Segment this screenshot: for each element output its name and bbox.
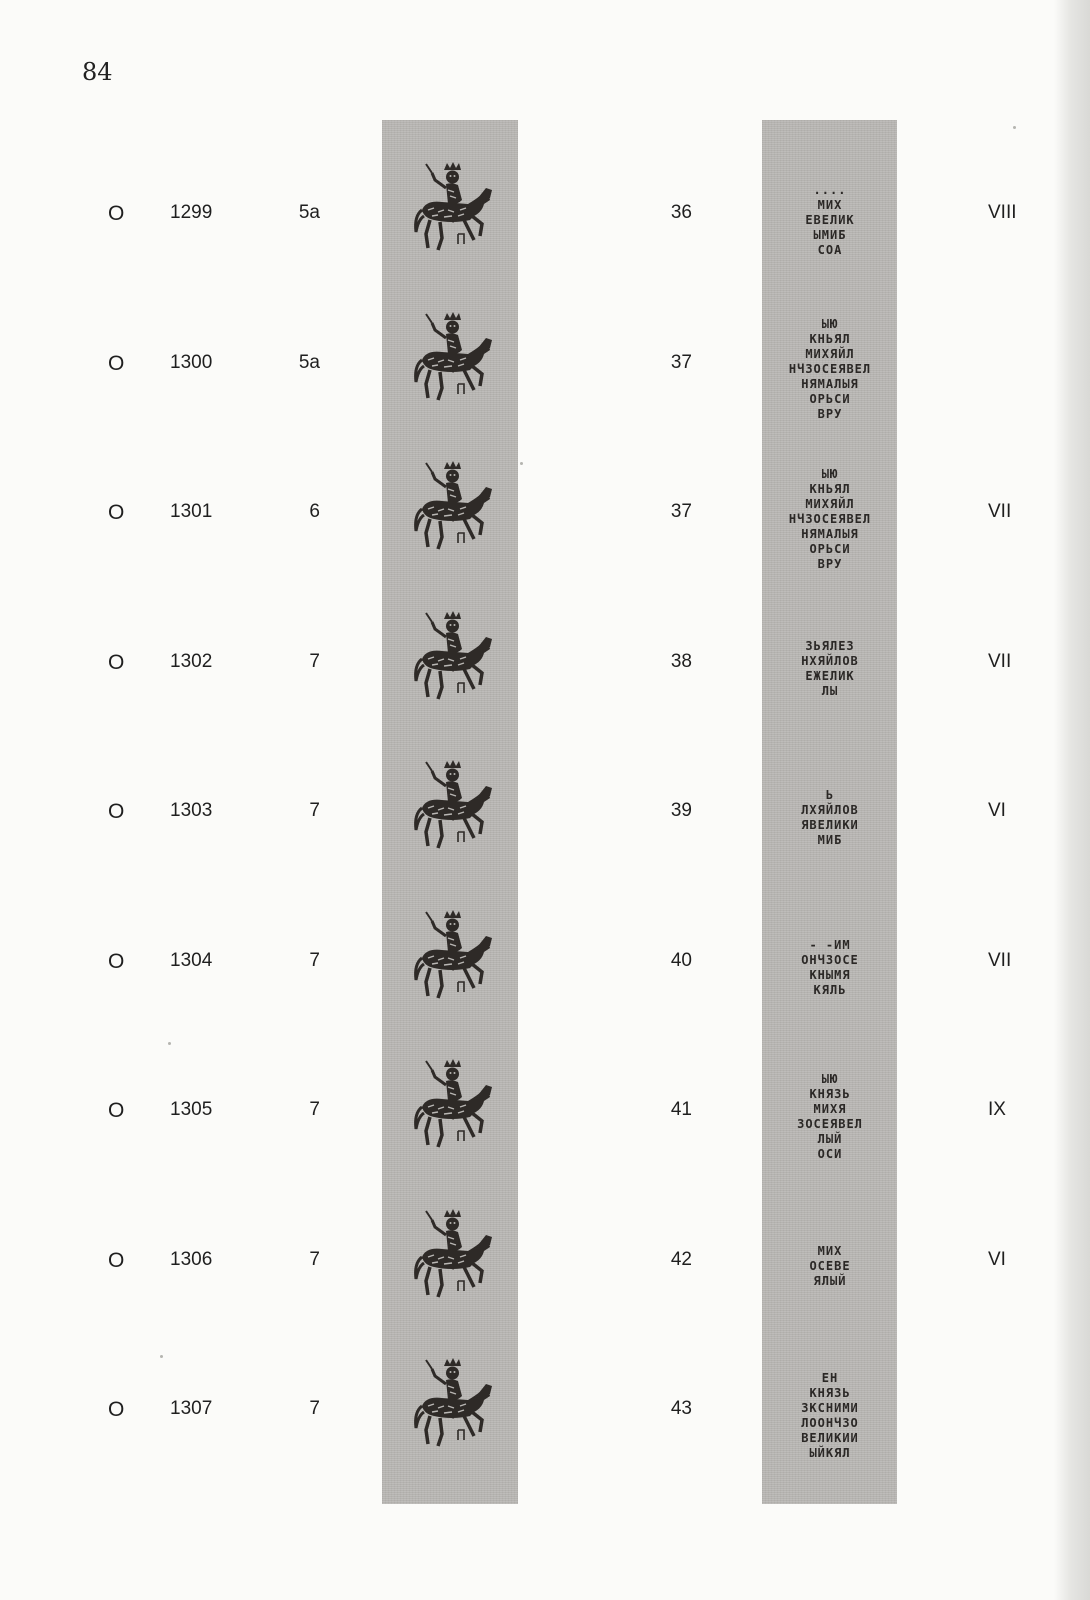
rider-seal-icon xyxy=(408,908,494,1018)
seal-number: 1303 xyxy=(170,800,213,821)
legend-line: КНЫМЯ xyxy=(809,967,851,982)
legend-line: МИХЯЙЛ xyxy=(805,496,855,511)
catalog-row xyxy=(0,140,1090,292)
seal-type: 7 xyxy=(309,650,320,672)
legend-line: ЕВЕЛИК xyxy=(805,212,855,227)
plate-number: 37 xyxy=(670,351,692,373)
seal-reverse-legend xyxy=(772,1366,888,1466)
seal-type: 7 xyxy=(309,1398,320,1419)
legend-line: ЫЮ xyxy=(821,317,839,331)
seal-reverse-legend xyxy=(772,170,888,270)
legend-line: СОА xyxy=(817,242,843,257)
legend-line: ЫЮ xyxy=(821,1072,839,1086)
legend-line: КНЯЗЬ xyxy=(809,1087,851,1101)
scan-speck xyxy=(1013,126,1016,129)
catalog-row xyxy=(0,589,1090,741)
seal-reverse-legend xyxy=(772,466,888,571)
legend-line: МИХ xyxy=(817,1244,843,1258)
catalog-row xyxy=(0,290,1090,442)
scan-speck xyxy=(168,1042,171,1045)
grade-numeral: VII xyxy=(988,650,1012,672)
row-letter: O xyxy=(108,1099,125,1122)
plate-number: 42 xyxy=(670,1248,692,1270)
grade-numeral: VIII xyxy=(988,202,1017,223)
legend-line: ЯЛЫЙ xyxy=(813,1274,847,1288)
grade-numeral: IX xyxy=(988,1099,1006,1120)
plate-number: 39 xyxy=(670,800,692,821)
seal-type: 6 xyxy=(309,501,320,522)
legend-line: ЛХЯЙЛОВ xyxy=(801,803,859,817)
legend-line: ЛООНЧЗО xyxy=(801,1416,859,1430)
seal-reverse-legend xyxy=(772,317,888,421)
seal-type: 7 xyxy=(309,800,320,821)
rider-seal-icon xyxy=(408,459,494,569)
seal-number: 1307 xyxy=(170,1398,213,1419)
rider-seal-icon xyxy=(408,1356,494,1466)
row-letter: O xyxy=(108,501,125,524)
row-letter: O xyxy=(108,949,125,973)
seal-reverse-legend xyxy=(772,619,888,719)
grade-numeral: VI xyxy=(988,800,1006,821)
legend-line: ВЕЛИКИИ xyxy=(801,1431,859,1445)
row-letter: O xyxy=(108,1398,125,1421)
plate-number: 36 xyxy=(670,202,692,223)
legend-line: ЛЫЙ xyxy=(817,1132,843,1146)
legend-line: ЕЖЕЛИК xyxy=(805,668,855,683)
plate-number: 38 xyxy=(670,650,692,672)
legend-line: ЯВЕЛИКИ xyxy=(801,818,859,832)
scan-speck xyxy=(520,462,523,465)
legend-line: ЕН xyxy=(821,1371,839,1385)
legend-line: МИБ xyxy=(817,833,843,847)
catalog-row xyxy=(0,738,1090,890)
legend-line: ЫЙКЯЛ xyxy=(809,1446,851,1460)
legend-line: ЛЫ xyxy=(821,683,839,698)
rider-seal-icon xyxy=(408,758,494,868)
seal-type: 7 xyxy=(309,949,320,971)
legend-line: МИХЯЙЛ xyxy=(805,347,855,361)
legend-line: НХЯЙЛОВ xyxy=(801,653,859,668)
legend-line: НЯМАЛЫЯ xyxy=(801,526,859,541)
seal-number: 1306 xyxy=(170,1248,213,1270)
seal-number: 1301 xyxy=(170,501,213,522)
rider-seal-icon xyxy=(408,609,494,719)
legend-line: КНЯЗЬ xyxy=(809,1386,851,1400)
catalog-row xyxy=(0,1336,1090,1488)
legend-line: ЫМИБ xyxy=(813,227,847,242)
grade-numeral: VII xyxy=(988,949,1012,971)
seal-reverse-legend xyxy=(772,1217,888,1317)
row-letter: O xyxy=(108,650,125,674)
catalog-row xyxy=(0,1037,1090,1189)
rider-seal-icon xyxy=(408,160,494,270)
seal-reverse-legend xyxy=(772,918,888,1018)
legend-line: ЗЬЯЛЕЗ xyxy=(805,638,855,653)
legend-line: НЯМАЛЫЯ xyxy=(801,377,859,391)
seal-reverse-legend xyxy=(772,1067,888,1167)
legend-line: КНЬЯЛ xyxy=(809,332,851,346)
legend-line: ОСЕВЕ xyxy=(809,1259,851,1273)
plate-number: 37 xyxy=(670,501,692,522)
seal-type: 7 xyxy=(309,1248,320,1270)
catalog-row xyxy=(0,888,1090,1040)
legend-line: ОРЬСИ xyxy=(809,541,851,556)
seal-number: 1299 xyxy=(170,202,213,223)
legend-line: .... xyxy=(813,182,847,197)
plate-number: 43 xyxy=(670,1398,692,1419)
plate-number: 40 xyxy=(670,949,692,971)
legend-line: КЯЛЬ xyxy=(813,982,847,997)
plate-number: 41 xyxy=(670,1099,692,1120)
seal-number: 1305 xyxy=(170,1099,213,1120)
legend-line: ВРУ xyxy=(817,407,843,421)
seal-number: 1300 xyxy=(170,351,213,373)
legend-line: Ь xyxy=(825,788,835,802)
legend-line: МИХ xyxy=(817,197,843,212)
legend-line: КНЬЯЛ xyxy=(809,481,851,496)
grade-numeral: VI xyxy=(988,1248,1006,1270)
legend-line: ЗОСЕЯВЕЛ xyxy=(797,1117,863,1131)
seal-reverse-legend xyxy=(772,768,888,868)
legend-line: ВРУ xyxy=(817,556,843,571)
catalog-row xyxy=(0,439,1090,591)
rider-seal-icon xyxy=(408,310,494,420)
scan-speck xyxy=(160,1355,163,1358)
page-number: 84 xyxy=(82,58,113,86)
seal-type: 5a xyxy=(298,202,320,223)
legend-line: - -ИМ xyxy=(809,937,851,952)
catalog-row xyxy=(0,1187,1090,1339)
row-letter: O xyxy=(108,1248,125,1272)
legend-line: МИХЯ xyxy=(813,1102,847,1116)
legend-line: НЧЗОСЕЯВЕЛ xyxy=(788,511,872,526)
legend-line: ЗКСНИМИ xyxy=(801,1401,859,1415)
grade-numeral: VII xyxy=(988,501,1012,522)
seal-type: 5a xyxy=(298,351,320,373)
legend-line: ОРЬСИ xyxy=(809,392,851,406)
seal-type: 7 xyxy=(309,1099,320,1120)
rider-seal-icon xyxy=(408,1057,494,1167)
row-letter: O xyxy=(108,202,125,225)
seal-number: 1302 xyxy=(170,650,213,672)
legend-line: ЫЮ xyxy=(821,466,839,481)
rider-seal-icon xyxy=(408,1207,494,1317)
seal-number: 1304 xyxy=(170,949,213,971)
legend-line: НЧЗОСЕЯВЕЛ xyxy=(788,362,872,376)
row-letter: O xyxy=(108,351,125,375)
legend-line: ОНЧЗОСЕ xyxy=(801,952,859,967)
row-letter: O xyxy=(108,800,125,823)
legend-line: ОСИ xyxy=(817,1147,843,1161)
